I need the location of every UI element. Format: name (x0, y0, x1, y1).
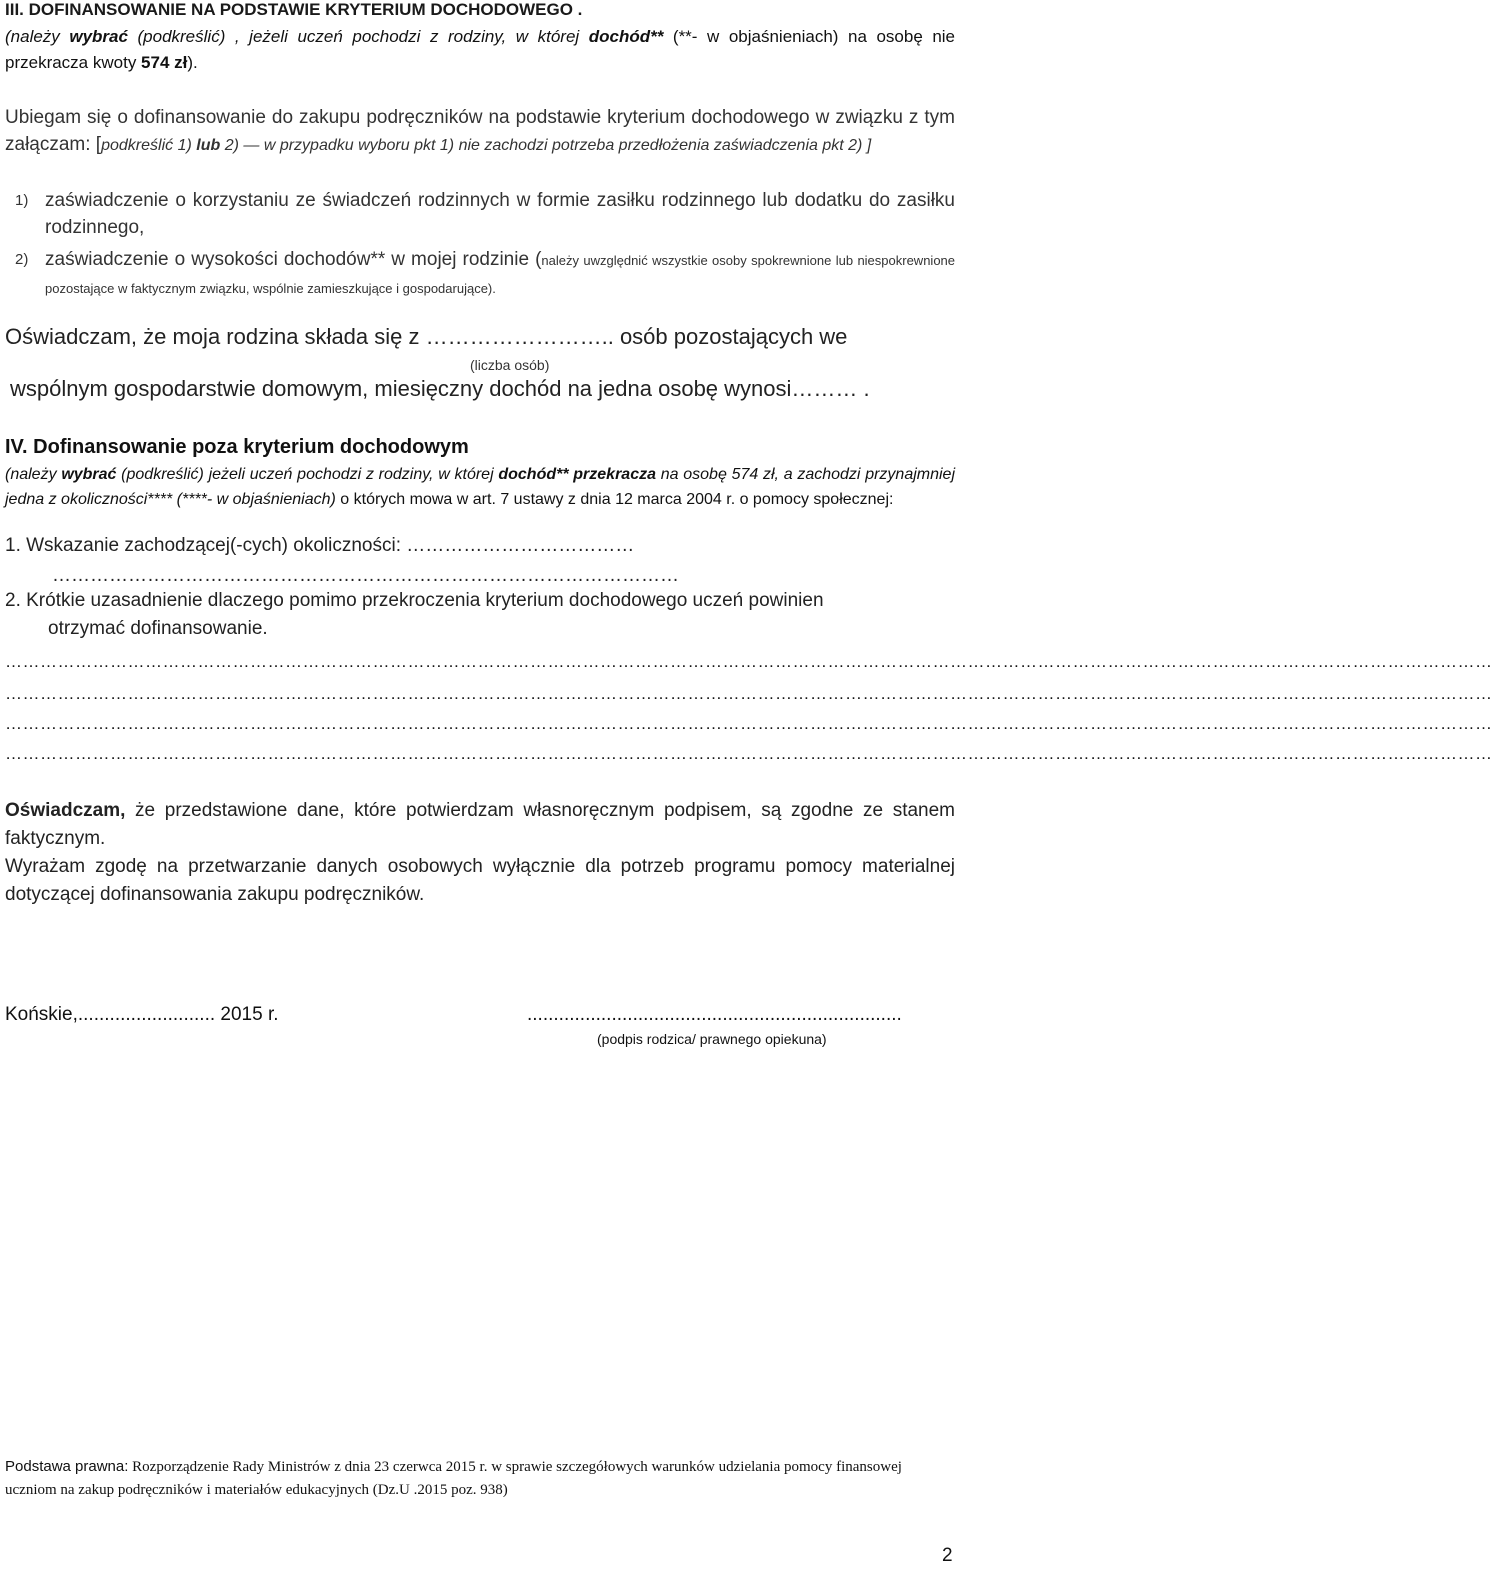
note-bold-choose: wybrać (61, 466, 117, 483)
page-number: 2 (942, 1545, 953, 1566)
note-text: (należy (5, 466, 62, 483)
answer-line[interactable]: ………………………………………………………………………………………………………………………………………………………………………………………………………………………………… (5, 652, 1493, 671)
declaration-line-1: Oświadczam, że moja rodzina składa się z …………………….. osób pozostających we (5, 324, 848, 349)
note-text: (podkreślić) , jeżeli uczeń pochodzi z rodziny, w której (127, 27, 589, 46)
intro-italic: 2) — w przypadku wyboru pkt 1) nie zachodzi potrzeba przedłożenia zaświadczenia pkt 2) ] (220, 137, 872, 154)
intro-text: Ubiegam się o dofinansowanie do zakupu podręczników na podstawie kryterium dochodowego w związku z tym załączam: [ (5, 107, 955, 155)
question-2-line-2: otrzymać dofinansowanie. (48, 618, 268, 639)
item-number: 2) (15, 251, 29, 268)
note-text: (**- w objaśnieniach) na osobę nie przekracza kwoty (5, 27, 956, 72)
place-date: Końskie,.......................... 2015 r. (5, 1004, 279, 1025)
legal-text: Rozporządzenie Rady Ministrów z dnia 23 czerwca 2015 r. w sprawie szczegółowych warunków udzielania pomocy finansowej uczniom na zakup podręczników i materiałów edukacyjnych (Dz.U .2015 poz. 938) (5, 1459, 902, 1498)
consent-text: Wyrażam zgodę na przetwarzanie danych osobowych wyłącznie dla potrzeb programu pomocy materialnej dotyczącej dofinansowania zakupu podręczników. (5, 856, 955, 905)
section3-note (5, 24, 955, 76)
note-text: ). (187, 53, 198, 72)
note-text: na osobę 574 zł, a zachodzi przynajmniej jedna z okoliczności**** (****- w objaśnieniach) (5, 466, 956, 508)
answer-line[interactable]: ………………………………………………………………………………………………………………………………………………………………………………………………………………………………… (5, 714, 1493, 733)
note-amount: 574 zł (141, 53, 188, 72)
note-text: (podkreślić) jeżeli uczeń pochodzi z rodziny, w której (116, 466, 499, 483)
answer-line[interactable]: ………………………………………………………………………………………………………………………………………………………………………………………………………………………………… (5, 684, 1493, 703)
note-bold-choose: wybrać (69, 27, 128, 46)
note-text: o których mowa w art. 7 ustawy z dnia 12 marca 2004 r. o pomocy społecznej: (335, 491, 894, 508)
note-bold-exceeds: dochód** przekracza (498, 466, 657, 483)
item-small-text: należy uwzględnić wszystkie osoby spokrewnione lub niespokrewnione pozostające w faktycznym związku, wspólnie zamieszkujące i gospodarujące). (45, 253, 956, 296)
question-2-line-1: 2. Krótkie uzasadnienie dlaczego pomimo przekroczenia kryterium dochodowego uczeń powinien (5, 590, 824, 611)
final-text: że przedstawione dane, które potwierdzam własnoręcznym podpisem, są zgodne ze stanem faktycznym. (5, 800, 955, 849)
final-declaration (5, 797, 955, 853)
legal-label: Podstawa prawna: (5, 1458, 129, 1475)
item-text: zaświadczenie o korzystaniu ze świadczeń rodzinnych w formie zasiłku rodzinnego lub dodatku do zasiłku rodzinnego, (45, 190, 955, 238)
section3-title: III. DOFINANSOWANIE NA PODSTAWIE KRYTERIUM DOCHODOWEGO . (5, 0, 583, 19)
item-text: zaświadczenie o wysokości dochodów** w mojej rodzinie ( (45, 249, 542, 270)
item-number: 1) (15, 192, 29, 209)
signature-line[interactable]: ....................................................................... (527, 1004, 902, 1025)
question-1: 1. Wskazanie zachodzącej(-cych) okoliczności: ……………………………… (5, 535, 635, 556)
attachment-item-1 (15, 187, 955, 241)
final-bold: Oświadczam, (5, 800, 126, 821)
persons-count-hint: (liczba osób) (470, 357, 550, 373)
intro-paragraph (5, 104, 955, 159)
attachment-item-2 (15, 246, 956, 302)
intro-bold: lub (196, 137, 221, 154)
section4-note (5, 462, 955, 512)
answer-line[interactable]: ………………………………………………………………………………………………………………………………………………………………………………………………………………………………… (5, 744, 1493, 763)
note-bold-income: dochód** (588, 27, 664, 46)
note-text: (należy (5, 27, 70, 46)
legal-basis (5, 1455, 955, 1502)
signature-label: (podpis rodzica/ prawnego opiekuna) (597, 1031, 827, 1047)
intro-italic: podkreślić 1) (101, 137, 197, 154)
section4-title: IV. Dofinansowanie poza kryterium dochodowym (5, 436, 469, 458)
declaration-line-2: wspólnym gospodarstwie domowym, miesięczny dochód na jedna osobę wynosi……… . (10, 376, 870, 401)
question-1-continuation: ……………………………………………………………………………………… (52, 565, 679, 586)
